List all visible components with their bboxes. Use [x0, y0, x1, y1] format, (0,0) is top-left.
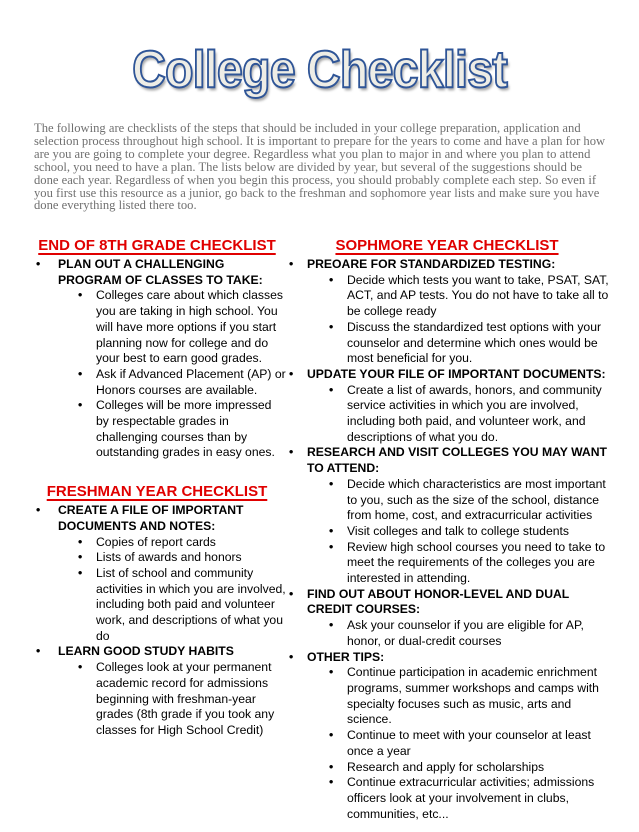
checklist-item	[282, 367, 612, 446]
sophomore-heading: SOPHMORE YEAR CHECKLIST	[335, 237, 559, 254]
checklist-subitem: • Discuss the standardized test options with your counselor and determine which ones would be most beneficial for you.	[329, 320, 612, 367]
checklist-subitem: • Copies of report cards	[78, 535, 286, 551]
checklist-subitem: • Continue participation in academic enrichment programs, summer workshops and camps with specialty focuses such as music, arts and science.	[329, 665, 612, 728]
checklist-item	[28, 644, 286, 738]
checklist-item	[282, 257, 612, 367]
checklist-subitem: • Colleges look at your permanent academic record for admissions beginning with freshman-year grades (8th grade if you took any classes for High School Credit)	[78, 660, 286, 739]
checklist-item	[282, 587, 612, 650]
checklist-subitem: • List of school and community activities in which you are involved, including both paid and volunteer work, and descriptions of what you do	[78, 566, 286, 645]
checklist-subitem: • Continue extracurricular activities; admissions officers look at your involvement in clubs, communities, etc...	[329, 775, 612, 822]
checklist-item	[282, 445, 612, 586]
checklist-item-title: PREOARE FOR STANDARDIZED TESTING:	[307, 257, 556, 271]
checklist-subitem: • Create a list of awards, honors, and community service activities in which you are involved, including both paid, and volunteer work, and descriptions of what you do.	[329, 383, 612, 446]
right-column	[282, 237, 612, 822]
checklist-subitem: • Decide which characteristics are most important to you, such as the size of the school, distance from home, cost, and extracurricular activities	[329, 477, 612, 524]
checklist-subitem: • Visit colleges and talk to college students	[329, 524, 612, 540]
freshman-heading: FRESHMAN YEAR CHECKLIST	[46, 483, 268, 501]
page-title: College Checklist	[132, 41, 507, 99]
checklist-subitem: • Colleges will be more impressed by respectable grades in challenging courses than by outstanding grades in easy ones.	[78, 398, 286, 461]
freshman-section	[28, 483, 286, 739]
checklist-subitem: • Ask if Advanced Placement (AP) or Honors courses are available.	[78, 367, 286, 398]
checklist-item-title: UPDATE YOUR FILE OF IMPORTANT DOCUMENTS:	[307, 366, 606, 381]
checklist-item-title: PLAN OUT A CHALLENGING PROGRAM OF CLASSES TO TAKE:	[58, 257, 263, 287]
checklist-item-title: FIND OUT ABOUT HONOR-LEVEL AND DUAL CREDIT COURSES:	[307, 586, 570, 617]
checklist-item-title: RESEARCH AND VISIT COLLEGES YOU MAY WANT TO ATTEND:	[307, 445, 607, 476]
eighth-heading: END OF 8TH GRADE CHECKLIST	[38, 237, 276, 254]
checklist-subitem: • Ask your counselor if you are eligible for AP, honor, or dual-credit courses	[329, 618, 612, 649]
checklist-item-title: LEARN GOOD STUDY HABITS	[58, 644, 234, 659]
left-column	[28, 237, 286, 739]
checklist-subitem: • Decide which tests you want to take, PSAT, SAT, ACT, and AP tests. You do not have to take all to be college ready	[329, 273, 612, 320]
intro-paragraph: The following are checklists of the steps that should be included in your college preparation, application and selection process throughout high school. It is important to prepare for the years to come and have a plan for how are you are going to complete your degree. Regardless what you plan to major in and where you plan to attend school, you need to have a plan. The lists below are divided by year, but several of the suggestions should be done each year. Regardless of when you begin this process, you should probably complete each step. So even if you first use this resource as a junior, go back to the freshman and sophomore year lists and make sure you have done everything listed there too.	[34, 121, 606, 213]
checklist-item	[28, 503, 286, 644]
checklist-subitem: • Colleges care about which classes you are taking in high school. You will have more options if you start planning now for college and do your best to earn good grades.	[78, 288, 286, 367]
checklist-item-title: OTHER TIPS:	[307, 649, 385, 664]
checklist-subitem: • Continue to meet with your counselor at least once a year	[329, 728, 612, 759]
checklist-subitem: • Review high school courses you need to take to meet the requirements of the colleges you are interested in attending.	[329, 540, 612, 587]
checklist-item	[28, 257, 286, 461]
checklist-item	[282, 650, 612, 823]
eighth-grade-section	[28, 237, 286, 461]
checklist-subitem: • Research and apply for scholarships	[329, 760, 612, 776]
sophomore-section	[282, 237, 612, 822]
checklist-subitem: • Lists of awards and honors	[78, 550, 286, 566]
checklist-item-title: CREATE A FILE OF IMPORTANT DOCUMENTS AND NOTES:	[58, 503, 244, 533]
